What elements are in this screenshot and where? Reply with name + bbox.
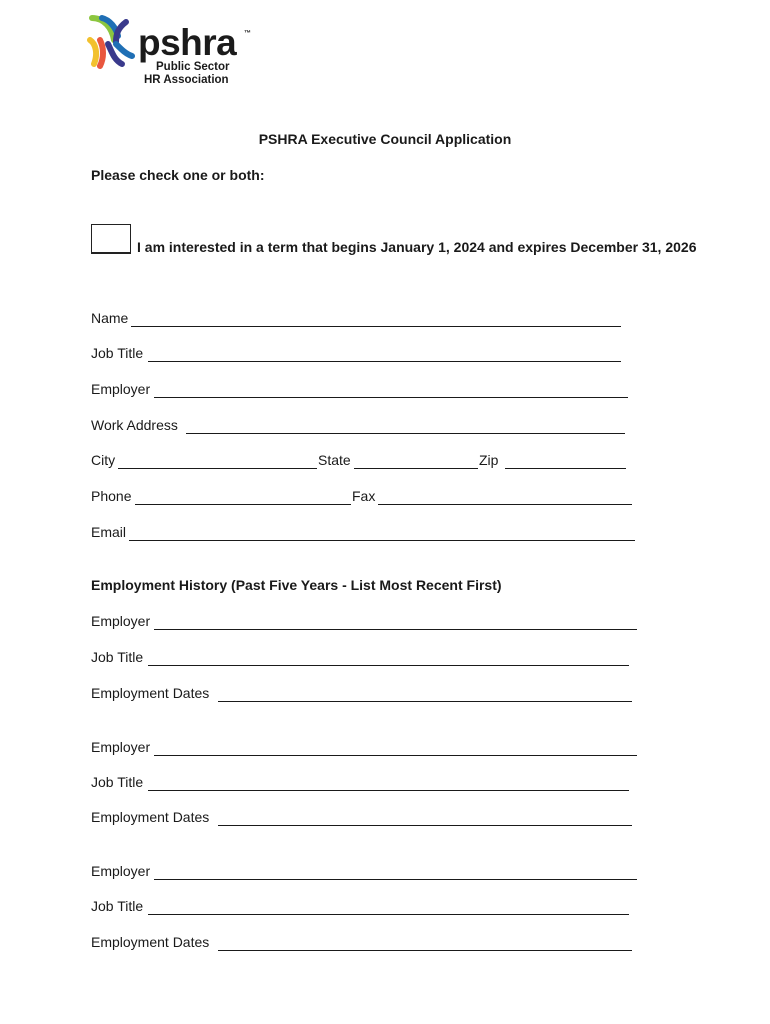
name-input-line[interactable] — [131, 326, 621, 327]
history-dates-label: Employment Dates — [91, 809, 210, 825]
work-address-label: Work Address — [91, 417, 178, 433]
city-input-line[interactable] — [118, 468, 317, 469]
logo-wordmark: pshra — [138, 22, 237, 63]
fax-input-line[interactable] — [378, 504, 632, 505]
logo-subtitle — [144, 61, 230, 87]
email-label: Email — [91, 524, 127, 540]
phone-label: Phone — [91, 488, 132, 504]
logo-subtitle-line1: Public Sector — [156, 61, 230, 73]
history-dates-label: Employment Dates — [91, 685, 210, 701]
job-title-label: Job Title — [91, 345, 144, 361]
history-job-title-label: Job Title — [91, 649, 144, 665]
employer-label: Employer — [91, 381, 151, 397]
history-dates-input-line[interactable] — [218, 701, 632, 702]
fax-label: Fax — [352, 488, 376, 504]
job-title-input-line[interactable] — [148, 361, 621, 362]
history-dates-label: Employment Dates — [91, 934, 210, 950]
history-dates-input-line[interactable] — [218, 825, 632, 826]
history-employer-input-line[interactable] — [154, 879, 637, 880]
history-dates-input-line[interactable] — [218, 950, 632, 951]
city-label: City — [91, 452, 116, 468]
history-employer-input-line[interactable] — [154, 629, 637, 630]
history-job-title-label: Job Title — [91, 774, 144, 790]
history-employer-input-line[interactable] — [154, 755, 637, 756]
pshra-logo-mark-icon — [86, 14, 136, 70]
work-address-input-line[interactable] — [186, 433, 625, 434]
state-input-line[interactable] — [354, 468, 478, 469]
name-label: Name — [91, 310, 129, 326]
employer-input-line[interactable] — [154, 397, 628, 398]
term-option-label: I am interested in a term that begins January 1, 2024 and expires December 31, 2026 — [137, 239, 697, 255]
history-job-title-input-line[interactable] — [148, 665, 629, 666]
email-input-line[interactable] — [129, 540, 635, 541]
pshra-logo — [86, 14, 266, 92]
history-job-title-input-line[interactable] — [148, 790, 629, 791]
history-job-title-input-line[interactable] — [148, 914, 629, 915]
history-employer-label: Employer — [91, 863, 151, 879]
history-employer-label: Employer — [91, 613, 151, 629]
term-checkbox[interactable] — [91, 224, 131, 254]
state-label: State — [318, 452, 351, 468]
phone-input-line[interactable] — [135, 504, 351, 505]
form-title: PSHRA Executive Council Application — [258, 131, 512, 147]
logo-trademark: ™ — [244, 30, 251, 37]
zip-label: Zip — [479, 452, 499, 468]
instruction-text: Please check one or both: — [91, 167, 265, 183]
logo-subtitle-line2: HR Association — [144, 74, 229, 86]
history-heading: Employment History (Past Five Years - List Most Recent First) — [91, 577, 502, 593]
zip-input-line[interactable] — [505, 468, 626, 469]
history-job-title-label: Job Title — [91, 898, 144, 914]
history-employer-label: Employer — [91, 739, 151, 755]
